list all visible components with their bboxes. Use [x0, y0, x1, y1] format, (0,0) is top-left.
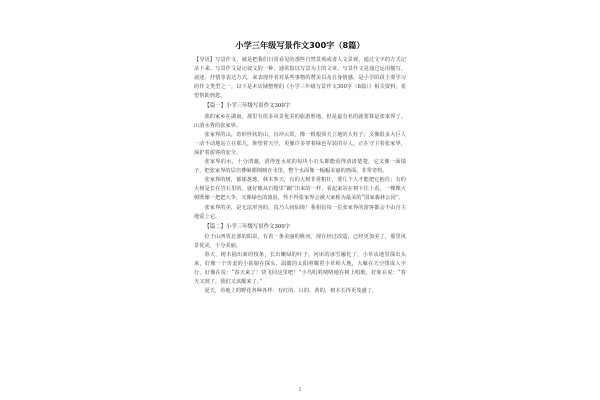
body-paragraph: 我的家乡在湖南，那里有很多风景优美的旅游胜地，但是最有名的就要算是张家界了。山清水秀的张家界。	[194, 113, 406, 129]
body-paragraph: 春天，树木抽出新的枝条，长出嫩绿的叶子，河床的冰雪融化了，小草从地里探出头来，好像一个害羞的小姑娘在探头，温暖的太阳照耀着小草和大地，大雁在天空排成人字行，好像在说：“春天来了！快飞回这里吧！”小鸟叽叽喳喳地在树上唱歌，好象在说：“春天又到了，我们又该醒来了。”	[194, 251, 406, 286]
body-paragraph: 张家界的美，是无法形容的，真乃人间仙境！我相信每一位张家界的游客都会不由自主地爱上它。	[194, 204, 406, 220]
section-heading-1: 【篇一】小学三年级写景作文300字	[204, 103, 291, 110]
body-paragraph: 张家界的树，郁郁葱葱，林木参天，有的大树非常粗壮，要几个人才能把它抱住；有的大树是长在岩石里的，就好像从石缝里“蹦”出来的一样，看起来站在树下往上看，一棵棵大树既像一把把大伞，又像绿色的波浪，怪不得张家界会被大家称为最美的“国家森林公园”。	[194, 177, 406, 202]
section-heading-2: 【篇二】小学三年级写景作文300字	[204, 223, 291, 230]
body-paragraph: 张家界的山，奇形怪状的山，直冲云霄，像一根根顶天立地的大柱子；又像很多大巨人一动不动地站立在那儿，仰望着天空，更像许多穿着绿色军装的军人，正在守卫着张家界，保护着游客的安全。	[194, 131, 406, 156]
body-paragraph: 位于山西省北部的阳泉，有着一条美丽的桃河，现在经过改造，已经更加美了，那里风景优美，十分美丽。	[194, 233, 406, 249]
lead-paragraph: 【导语】写景作文，就是把我们日常看见的那些自然景观或者人文景观，通过文字的方式记录下来。写景作文是记叙文的一种，通常指以写景为主的文章。写景作文是通过运用描写、叙述、抒情等表达方式，来表现作者对某些事物的赞美以及自身情感，是小学阶段主要学习的作文类型之一。以下是本店铺整理的《小学三年级写景作文300字（8篇）》相关资料，希望帮助到您。	[194, 57, 406, 100]
document-title: 小学三年级写景作文300字（8篇）	[235, 40, 365, 50]
body-paragraph: 张家界的水，十分清澈，清得连水底的每块小石头都能看得清清楚楚，它又像一面镜子，把张家界的层峦叠嶂都倒映在水里，整个水面像一幅幅美丽的画面，非常奇特。	[194, 159, 406, 175]
page-number: 1	[298, 388, 302, 393]
body-paragraph: 夏天，草地上的野花各种各样：有红的、白的、黄的，树木长得更茂盛了，	[204, 288, 378, 295]
